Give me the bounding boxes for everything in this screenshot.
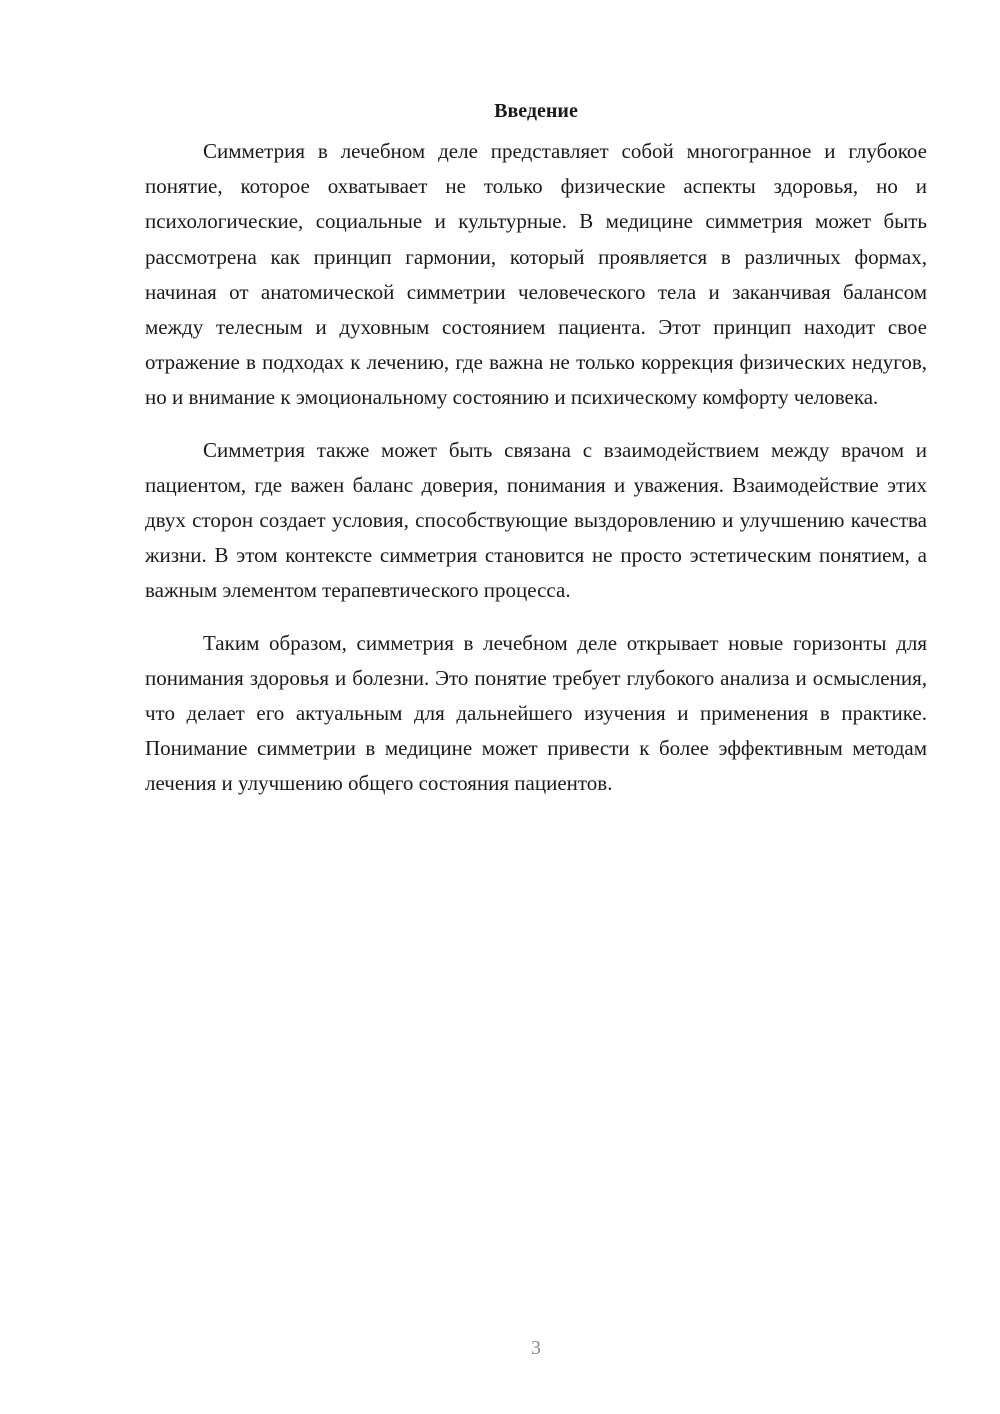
section-heading: Введение — [494, 100, 578, 122]
paragraph-3: Таким образом, симметрия в лечебном деле открывает новые горизонты для понимания здоровья и болезни. Это понятие требует глубокого анализа и осмысления, что делает его актуальным для дальнейшего изучения и применения в практике. Понимание симметрии в медицине может привести к более эффективным методам лечения и улучшению общего состояния пациентов. — [145, 630, 927, 796]
page-number: 3 — [531, 1337, 541, 1359]
page-content — [145, 96, 927, 802]
paragraph-2: Симметрия также может быть связана с взаимодействием между врачом и пациентом, где важен баланс доверия, понимания и уважения. Взаимодействие этих двух сторон создает условия, способствующие выздоровлению и улучшению качества жизни. В этом контексте симметрия становится не просто эстетическим понятием, а важным элементом терапевтического процесса. — [145, 437, 927, 603]
paragraph-1: Симметрия в лечебном деле представляет собой многогранное и глубокое понятие, которое охватывает не только физические аспекты здоровья, но и психологические, социальные и культурные. В медицине симметрия может быть рассмотрена как принцип гармонии, который проявляется в различных формах, начиная от анатомической симметрии человеческого тела и заканчивая балансом между телесным и духовным состоянием пациента. Этот принцип находит свое отражение в подходах к лечению, где важна не только коррекция физических недугов, но и внимание к эмоциональному состоянию и психическому комфорту человека. — [145, 139, 927, 410]
